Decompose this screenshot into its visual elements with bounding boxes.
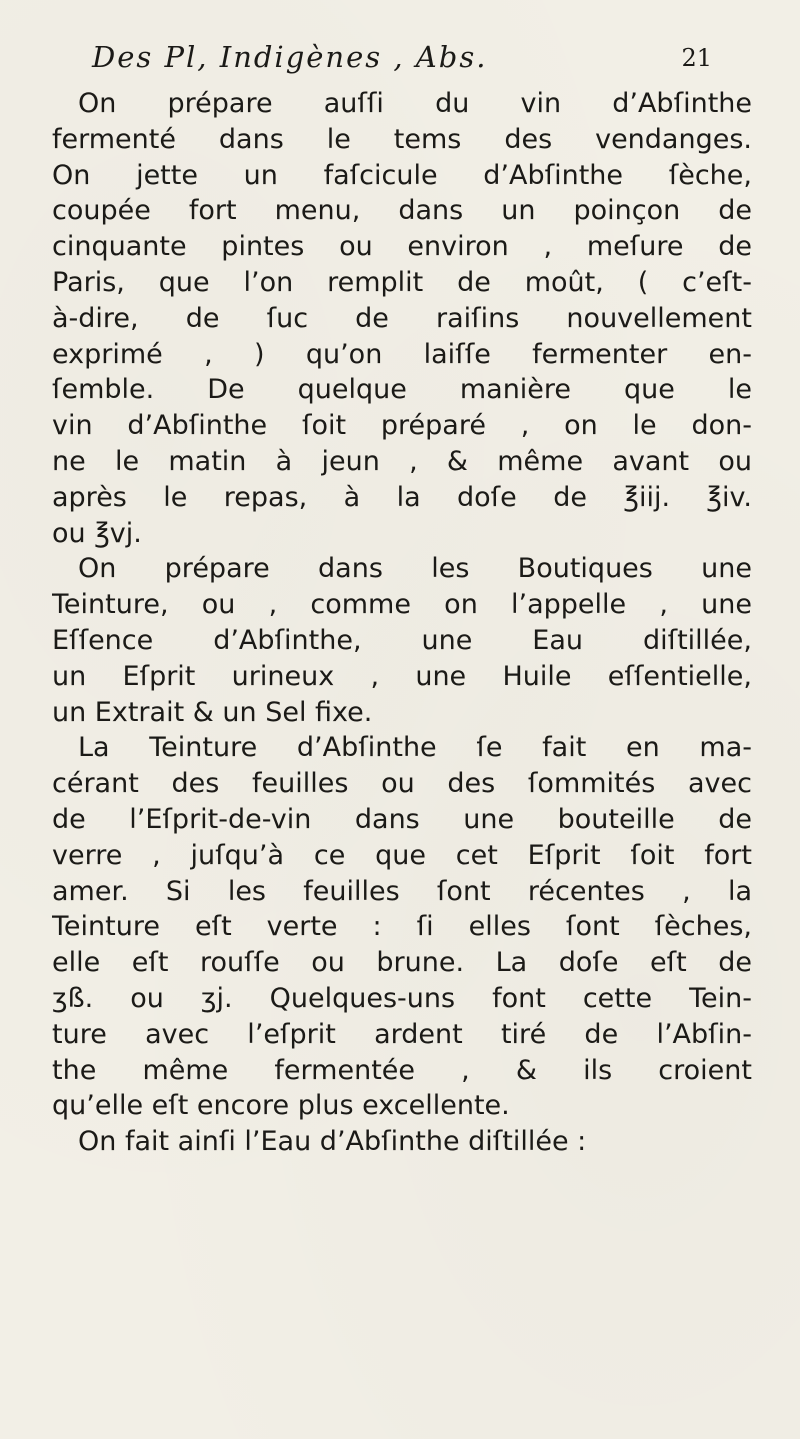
- text-line: verre , juſqu’à ce que cet Eſprit ſoit fort: [52, 839, 752, 871]
- text-line: ſemble. De quelque manière que le: [52, 374, 752, 406]
- text-line: à-dire, de ſuc de raiſins nouvellement: [52, 302, 752, 334]
- text-line: exprimé , ) qu’on laiſſe fermenter en-: [52, 338, 752, 370]
- text-line: de l’Eſprit-de-vin dans une bouteille de: [52, 803, 752, 835]
- text-line: elle eſt rouſſe ou brune. La doſe eſt de: [52, 947, 752, 979]
- text-line: ou ℥vj.: [52, 517, 142, 549]
- running-head: [92, 40, 712, 84]
- text-line: ʒß. ou ʒj. Quelques-uns font cette Tein-: [52, 982, 752, 1014]
- text-line: un Eſprit urineux , une Huile eſſentielle,: [52, 660, 752, 692]
- text-line: coupée fort menu, dans un poinçon de: [52, 195, 752, 227]
- text-line: cinquante pintes ou environ , meſure de: [52, 231, 752, 263]
- text-line: La Teinture d’Abſinthe ſe fait en ma-: [78, 732, 752, 764]
- text-line: Eſſence d’Abſinthe, une Eau diſtillée,: [52, 624, 752, 656]
- text-line: ture avec l’eſprit ardent tiré de l’Abſin-: [52, 1018, 752, 1050]
- body-text: [52, 86, 752, 1160]
- text-line: On jette un faſcicule d’Abſinthe ſèche,: [52, 159, 752, 191]
- text-line: On prépare auſſi du vin d’Abſinthe: [78, 88, 752, 119]
- text-line: après le repas, à la doſe de ℥iij. ℥iv.: [52, 481, 752, 513]
- text-line: vin d’Abſinthe ſoit préparé , on le don-: [52, 410, 752, 442]
- text-line: On prépare dans les Boutiques une: [78, 553, 752, 585]
- text-line: qu’elle eſt encore plus excellente.: [52, 1090, 510, 1122]
- text-line: On fait ainſi l’Eau d’Abſinthe diſtillée :: [78, 1126, 587, 1158]
- text-line: fermenté dans le tems des vendanges.: [52, 123, 752, 155]
- text-line: amer. Si les feuilles ſont récentes , la: [52, 875, 752, 907]
- text-line: the même fermentée , & ils croient: [52, 1054, 752, 1086]
- text-line: un Extrait & un Sel fixe.: [52, 696, 373, 728]
- text-line: Paris, que l’on remplit de moût, ( c’eſt-: [52, 266, 752, 298]
- text-line: Teinture, ou , comme on l’appelle , une: [52, 589, 752, 621]
- text-line: cérant des feuilles ou des ſommités avec: [52, 768, 752, 800]
- text-line: ne le matin à jeun , & même avant ou: [52, 445, 752, 477]
- page-number: 21: [681, 44, 712, 72]
- running-head-title: Des Pl, Indigènes , Abs.: [92, 40, 488, 74]
- text-line: Teinture eſt verte : ſi elles ſont ſèches,: [52, 911, 752, 943]
